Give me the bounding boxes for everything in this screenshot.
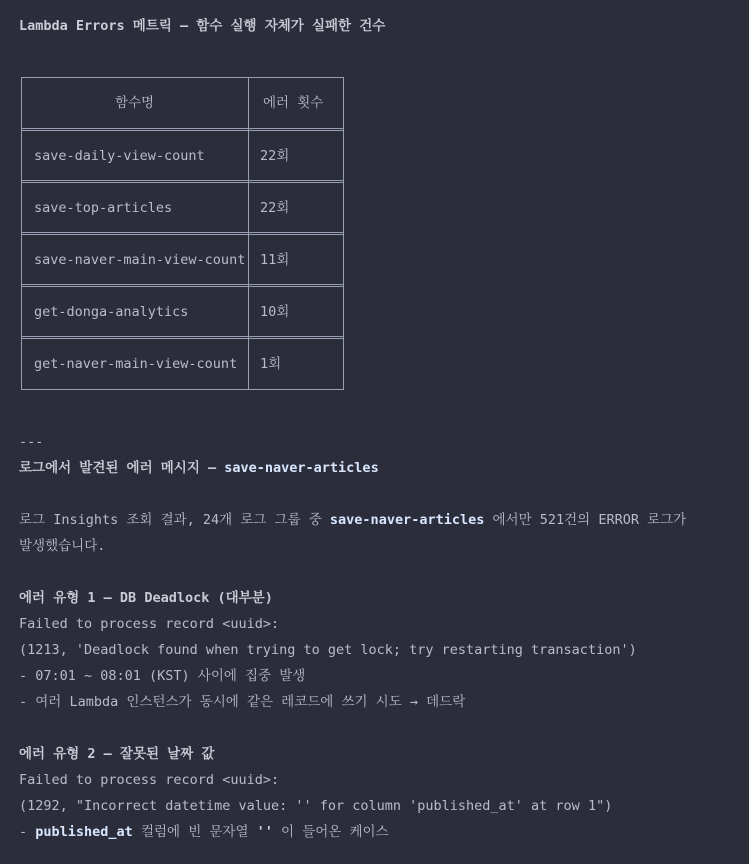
table-cell-function: get-donga-analytics — [34, 304, 189, 320]
table-cell-count: 22회 — [260, 200, 290, 216]
error-type-1-line: (1213, 'Deadlock found when trying to get lock; try restarting transaction') — [19, 642, 637, 658]
table-divider — [21, 180, 344, 183]
table-cell-count: 10회 — [260, 304, 290, 320]
table-divider — [21, 336, 344, 339]
table-border-bottom — [21, 389, 344, 390]
table-cell-count: 1회 — [260, 356, 282, 372]
summary-text: 로그 Insights 조회 결과, 24개 로그 그룹 중 — [19, 512, 330, 528]
error-type-1-line: - 07:01 ~ 08:01 (KST) 사이에 집중 발생 — [19, 668, 306, 684]
table-cell-function: save-daily-view-count — [34, 148, 205, 164]
table-divider — [21, 128, 344, 131]
error-type-2-heading: 에러 유형 2 — 잘못된 날짜 값 — [19, 746, 215, 762]
error-type-1-line: Failed to process record <uuid>: — [19, 616, 280, 632]
errors-table — [19, 77, 344, 390]
section-heading — [19, 459, 379, 477]
heading-prefix: 로그에서 발견된 에러 메시지 — — [19, 460, 225, 476]
field-name: published_at — [35, 824, 133, 840]
table-cell-function: save-naver-main-view-count — [34, 252, 246, 268]
empty-string-literal: '' — [256, 824, 273, 840]
summary-function-name: save-naver-articles — [329, 512, 485, 528]
table-border-left — [21, 77, 22, 390]
summary-text: 에서만 521건의 ERROR 로그가 — [484, 512, 687, 528]
table-cell-function: save-top-articles — [34, 200, 173, 216]
table-header-function: 함수명 — [114, 95, 155, 111]
table-column-divider — [248, 77, 249, 390]
table-divider — [21, 284, 344, 287]
table-border-right — [343, 77, 344, 390]
error-type-1-line: - 여러 Lambda 인스턴스가 동시에 같은 레코드에 쓰기 시도 → 데드락 — [19, 694, 466, 710]
horizontal-rule: --- — [19, 434, 44, 450]
table-border-top — [21, 77, 344, 78]
line-text: 컬럼에 빈 문자열 — [132, 824, 257, 840]
table-divider — [21, 232, 344, 235]
table-header-count: 에러 횟수 — [263, 95, 324, 111]
heading-function-name: save-naver-articles — [224, 460, 379, 476]
line-text: 이 들어온 케이스 — [272, 824, 389, 840]
table-cell-count: 22회 — [260, 148, 290, 164]
section-title: Lambda Errors 메트릭 — 함수 실행 자체가 실패한 건수 — [19, 18, 386, 34]
error-type-2-line: Failed to process record <uuid>: — [19, 772, 280, 788]
error-type-2-line: (1292, "Incorrect datetime value: '' for column 'published_at' at row 1") — [19, 798, 613, 814]
line-text: - — [19, 824, 36, 840]
error-type-2-line — [19, 823, 389, 841]
summary-line: 발생했습니다. — [19, 538, 106, 554]
summary-line — [19, 511, 686, 529]
table-cell-function: get-naver-main-view-count — [34, 356, 238, 372]
table-cell-count: 11회 — [260, 252, 290, 268]
error-type-1-heading: 에러 유형 1 — DB Deadlock (대부분) — [19, 590, 273, 606]
